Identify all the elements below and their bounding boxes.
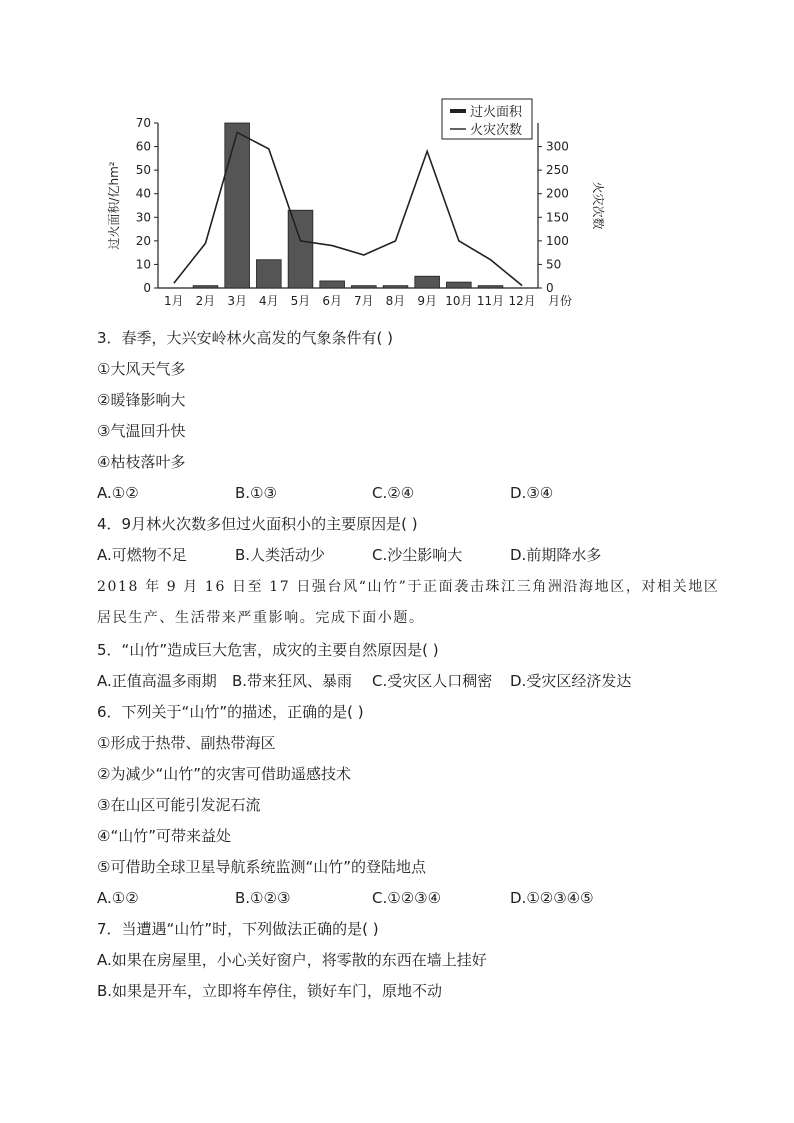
question-3-option-c[interactable]: C.②④ (372, 484, 415, 502)
question-7-option-a[interactable]: A.如果在房屋里，小心关好窗户，将零散的东西在墙上挂好 (97, 951, 487, 969)
left-axis-tick-label: 30 (135, 210, 151, 225)
right-axis-label: 火灾次数 (591, 181, 605, 230)
x-tick-label: 6月 (322, 294, 342, 308)
question-3-option-d[interactable]: D.③④ (510, 484, 554, 502)
x-tick-label: 12月 (508, 294, 536, 308)
question-4-option-d[interactable]: D.前期降水多 (510, 546, 602, 564)
question-6-item-2: ②为减少“山竹”的灾害可借助遥感技术 (97, 765, 351, 783)
question-3-item-4: ④枯枝落叶多 (97, 453, 186, 471)
legend-bar-label: 过火面积 (470, 105, 523, 120)
left-axis-label: 过火面积/亿hm² (107, 161, 121, 250)
bar-4月 (256, 260, 281, 288)
right-axis-tick-label: 300 (546, 139, 569, 154)
x-tick-label: 1月 (164, 294, 184, 308)
bar-11月 (478, 286, 503, 288)
question-3-option-a[interactable]: A.①② (97, 484, 139, 502)
x-tick-label: 2月 (195, 294, 216, 308)
bar-5月 (288, 210, 313, 288)
question-4-option-b[interactable]: B.人类活动少 (235, 546, 326, 564)
question-4-option-c[interactable]: C.沙尘影响大 (372, 546, 463, 564)
question-6-stem: 6．下列关于“山竹”的描述，正确的是( ) (97, 703, 364, 721)
fire-chart (100, 95, 605, 320)
x-tick-label: 7月 (354, 294, 374, 308)
right-axis-tick-label: 150 (546, 210, 569, 225)
question-4-stem: 4．9月林火次数多但过火面积小的主要原因是( ) (97, 515, 418, 533)
question-7-stem: 7．当遭遇“山竹”时，下列做法正确的是( ) (97, 920, 379, 938)
right-axis-tick-label: 100 (546, 233, 569, 248)
passage-line-1: 2018 年 9 月 16 日至 17 日强台风“山竹”于正面袭击珠江三角洲沿海地区，对相关地区 (97, 579, 720, 595)
question-6-option-b[interactable]: B.①②③ (235, 889, 291, 907)
question-3-stem: 3．春季，大兴安岭林火高发的气象条件有( ) (97, 329, 394, 347)
question-5-option-c[interactable]: C.受灾区人口稠密 (372, 672, 493, 690)
right-axis-tick-label: 0 (546, 281, 554, 295)
question-5-option-d[interactable]: D.受灾区经济发达 (510, 672, 632, 690)
right-axis-tick-label: 50 (546, 257, 562, 272)
x-tick-label: 4月 (259, 294, 279, 308)
question-6-option-d[interactable]: D.①②③④⑤ (510, 889, 594, 907)
bar-6月 (320, 281, 345, 288)
left-axis-tick-label: 20 (135, 233, 151, 248)
question-5-stem: 5．“山竹”造成巨大危害，成灾的主要自然原因是( ) (97, 641, 439, 659)
bar-9月 (415, 276, 440, 288)
question-7-option-b[interactable]: B.如果是开车，立即将车停住，锁好车门，原地不动 (97, 982, 443, 1000)
legend-line-label: 火灾次数 (470, 123, 523, 138)
left-axis-tick-label: 10 (135, 257, 151, 272)
x-tick-label: 10月 (445, 294, 473, 308)
question-6-item-4: ④“山竹”可带来益处 (97, 827, 231, 845)
question-3-item-2: ②暖锋影响大 (97, 391, 186, 409)
question-6-item-5: ⑤可借助全球卫星导航系统监测“山竹”的登陆地点 (97, 858, 426, 876)
question-6-item-1: ①形成于热带、副热带海区 (97, 734, 276, 752)
bar-10月 (446, 282, 471, 288)
right-axis-tick-label: 200 (546, 186, 569, 201)
left-axis-tick-label: 40 (135, 186, 151, 201)
question-5-option-b[interactable]: B.带来狂风、暴雨 (232, 672, 353, 690)
x-tick-label: 3月 (227, 294, 247, 308)
question-3-option-b[interactable]: B.①③ (235, 484, 277, 502)
bar-3月 (225, 123, 250, 288)
question-3-item-3: ③气温回升快 (97, 422, 186, 440)
left-axis-tick-label: 0 (143, 281, 151, 295)
bar-8月 (383, 286, 408, 288)
question-5-option-a[interactable]: A.正值高温多雨期 (97, 672, 217, 690)
passage-line-2: 居民生产、生活带来严重影响。完成下面小题。 (97, 610, 425, 626)
x-axis-label: 月份 (547, 294, 573, 308)
x-tick-label: 11月 (476, 294, 505, 308)
x-tick-label: 9月 (417, 294, 437, 308)
bar-7月 (351, 286, 376, 288)
left-axis-tick-label: 60 (135, 139, 151, 154)
bar-2月 (193, 286, 218, 288)
question-4-option-a[interactable]: A.可燃物不足 (97, 546, 187, 564)
question-3-item-1: ①大风天气多 (97, 360, 186, 378)
left-axis-tick-label: 50 (135, 163, 151, 178)
question-6-item-3: ③在山区可能引发泥石流 (97, 796, 261, 814)
x-tick-label: 5月 (290, 294, 311, 308)
left-axis-tick-label: 70 (135, 116, 151, 130)
question-6-option-a[interactable]: A.①② (97, 889, 139, 907)
question-6-option-c[interactable]: C.①②③④ (372, 889, 442, 907)
right-axis-tick-label: 250 (546, 163, 569, 178)
x-tick-label: 8月 (385, 294, 406, 308)
